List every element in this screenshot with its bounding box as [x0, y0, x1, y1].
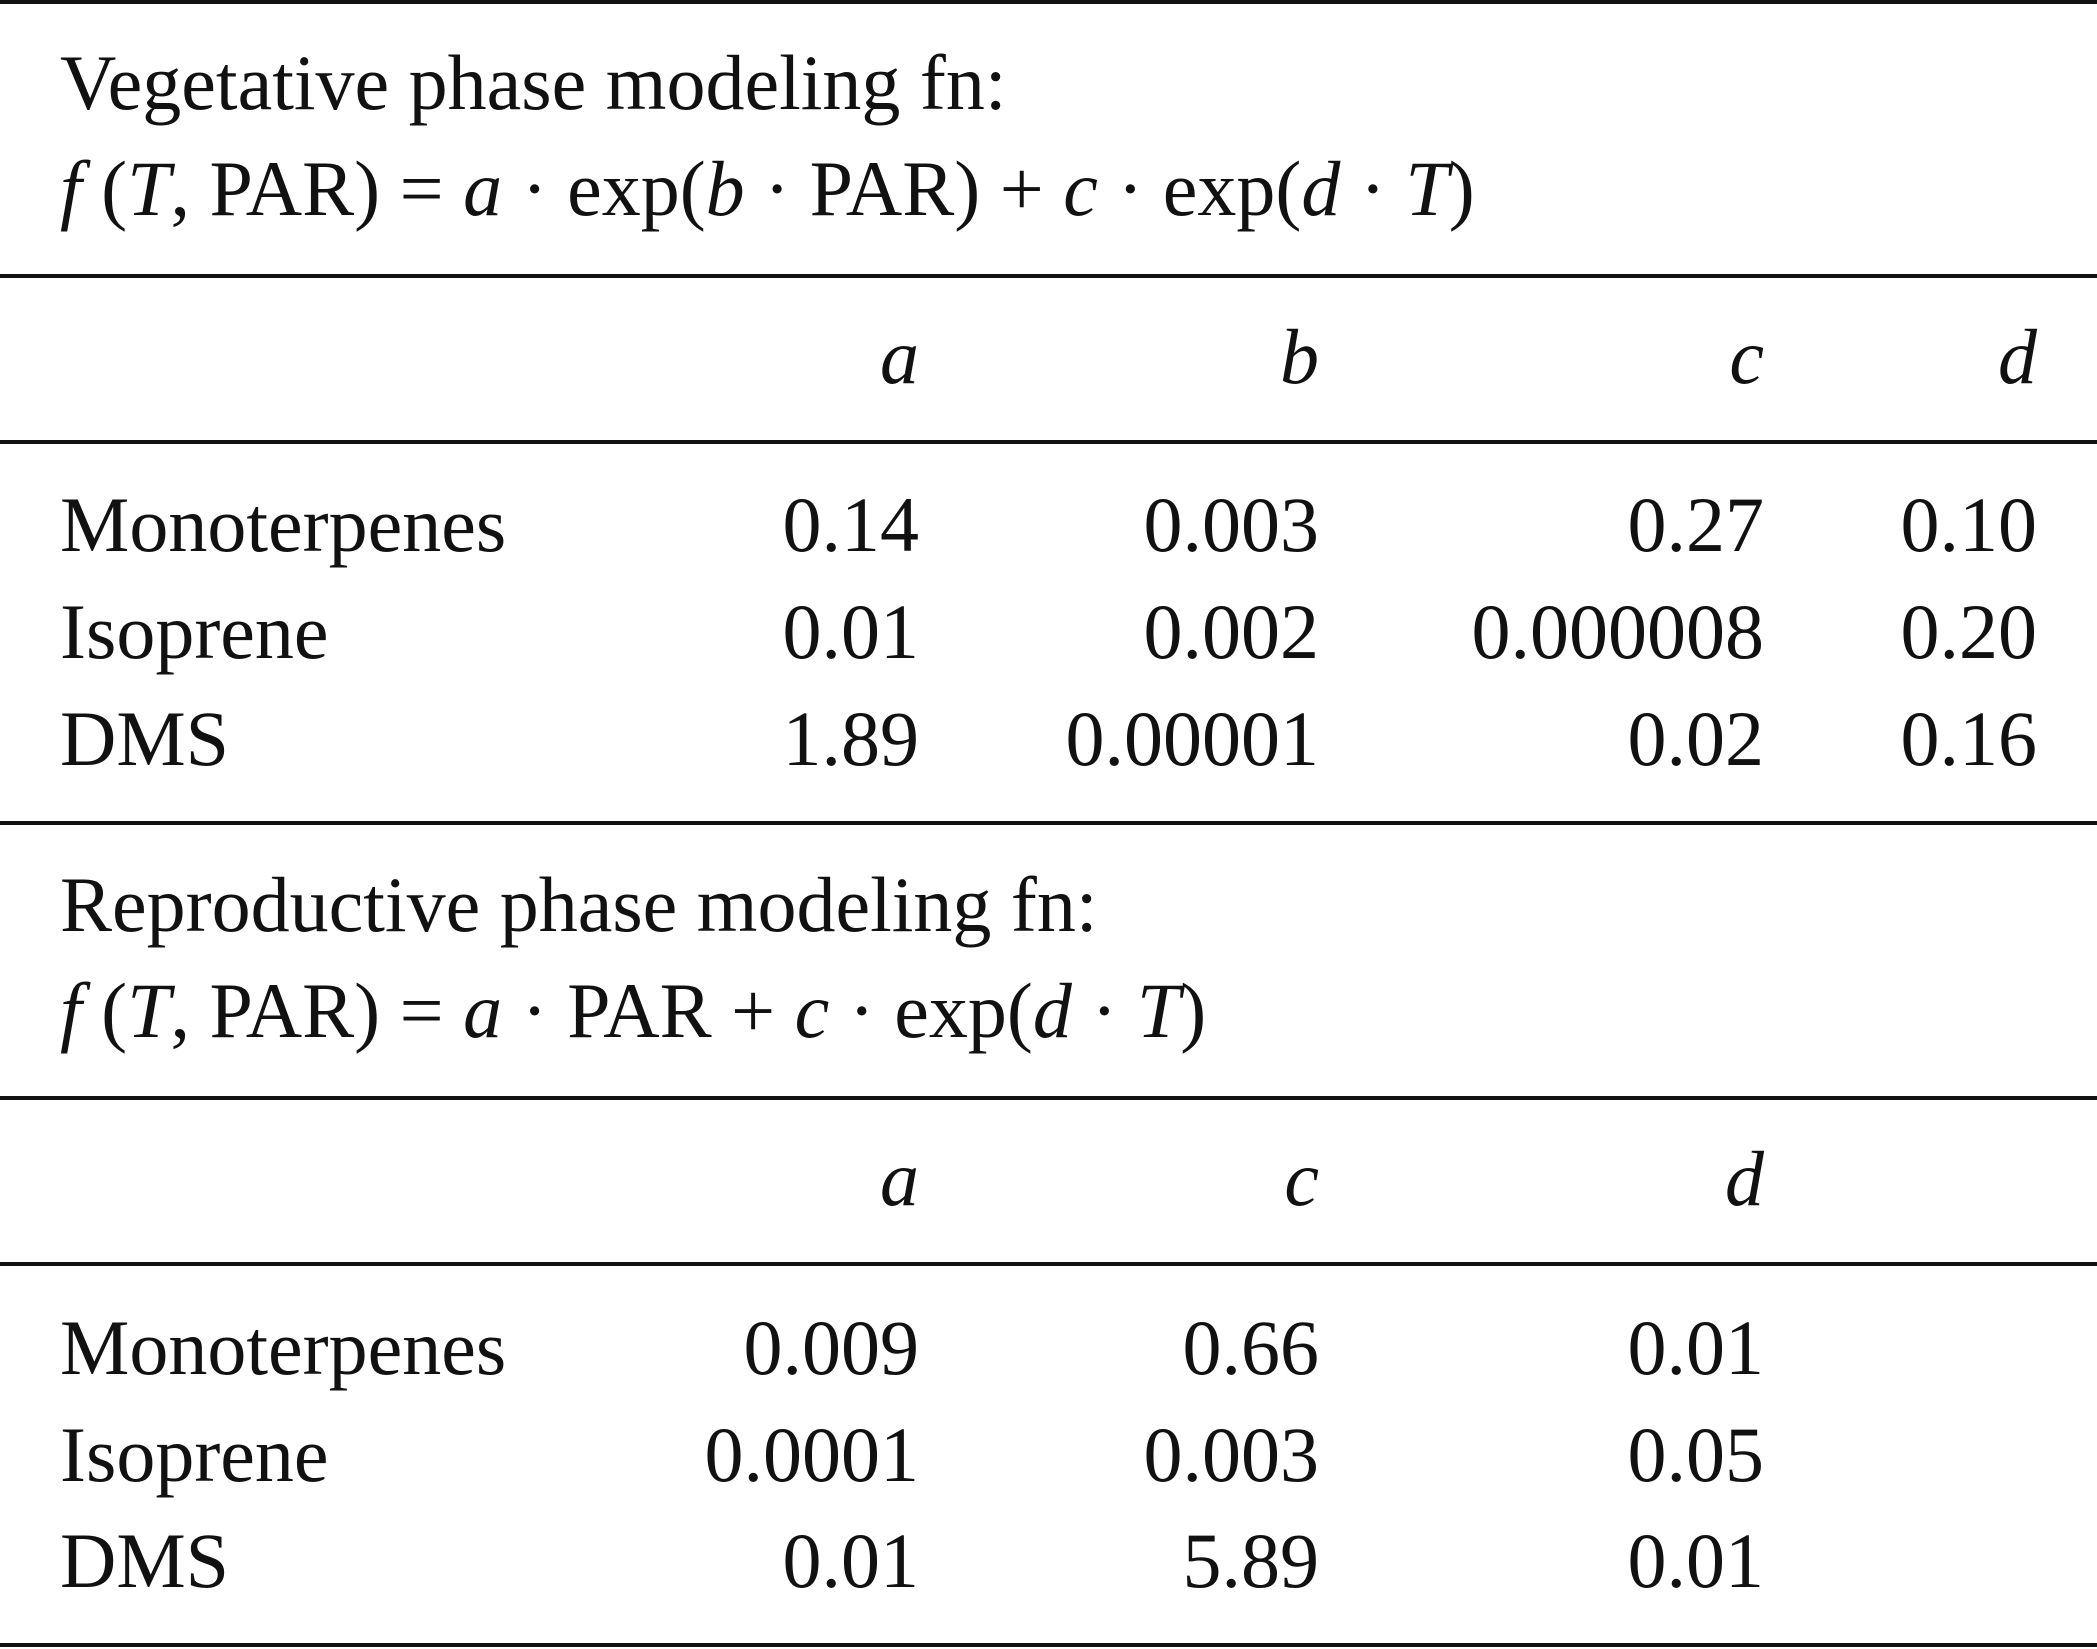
vegetative-equation-rule — [0, 274, 2097, 278]
table-cell: 0.009 — [743, 1304, 919, 1391]
eq-text: · exp( — [829, 967, 1033, 1054]
eq-symbol: T — [1136, 967, 1181, 1054]
eq-symbol: f — [60, 967, 82, 1054]
eq-text: ( — [81, 967, 128, 1054]
eq-symbol: T — [127, 145, 171, 232]
table-cell: 0.01 — [782, 1517, 919, 1604]
eq-symbol: a — [463, 145, 503, 232]
bottom-rule — [0, 1643, 2097, 1647]
table-cell: 0.0001 — [704, 1411, 919, 1498]
table-cell: 0.10 — [1900, 481, 2037, 568]
row-label: Isoprene — [60, 1411, 329, 1498]
table-cell: 0.14 — [782, 481, 919, 568]
table-cell: 0.27 — [1627, 481, 1764, 568]
table-cell: 0.00001 — [1065, 695, 1319, 782]
eq-symbol: c — [1063, 145, 1098, 232]
table-cell: 1.89 — [782, 695, 919, 782]
eq-symbol: T — [127, 967, 171, 1054]
vegetative-header-rule — [0, 440, 2097, 444]
table-cell: 5.89 — [1182, 1517, 1319, 1604]
reproductive-equation-rule — [0, 1096, 2097, 1100]
eq-text: · PAR + — [502, 967, 795, 1054]
eq-text: ) — [1448, 145, 1475, 232]
row-label: Monoterpenes — [60, 481, 507, 568]
table-cell: 0.05 — [1627, 1411, 1764, 1498]
reproductive-equation — [60, 967, 1207, 1054]
table-cell: 0.01 — [782, 588, 919, 675]
vegetative-equation — [60, 145, 1475, 232]
eq-symbol: a — [463, 967, 503, 1054]
header-a: a — [880, 1135, 919, 1222]
eq-text: , PAR) = — [170, 145, 464, 232]
eq-text: ( — [81, 145, 128, 232]
eq-text: · PAR) + — [744, 145, 1064, 232]
header-c: c — [1284, 1135, 1319, 1222]
table-cell: 0.02 — [1627, 695, 1764, 782]
top-rule — [0, 0, 2097, 4]
row-label: DMS — [60, 695, 230, 782]
header-c: c — [1729, 313, 1764, 400]
table-cell: 0.000008 — [1471, 588, 1764, 675]
header-d: d — [1725, 1135, 1764, 1222]
header-a: a — [880, 313, 919, 400]
eq-symbol: T — [1405, 145, 1449, 232]
table-cell: 0.01 — [1627, 1517, 1764, 1604]
eq-symbol: d — [1032, 967, 1072, 1054]
table-cell: 0.16 — [1900, 695, 2037, 782]
table-cell: 0.003 — [1143, 481, 1319, 568]
table-cell: 0.01 — [1627, 1304, 1764, 1391]
table-cell: 0.20 — [1900, 588, 2037, 675]
eq-symbol: d — [1301, 145, 1341, 232]
eq-text: ) — [1180, 967, 1207, 1054]
row-label: Isoprene — [60, 588, 329, 675]
eq-text: · — [1071, 967, 1137, 1054]
section-divider-rule — [0, 821, 2097, 825]
eq-symbol: c — [794, 967, 830, 1054]
eq-text: · — [1340, 145, 1406, 232]
row-label: Monoterpenes — [60, 1304, 507, 1391]
eq-text: · exp( — [1097, 145, 1302, 232]
eq-text: · exp( — [502, 145, 706, 232]
reproductive-title: Reproductive phase modeling fn: — [60, 861, 1098, 948]
eq-symbol: b — [705, 145, 745, 232]
vegetative-title: Vegetative phase modeling fn: — [60, 39, 1007, 126]
table-cell: 0.003 — [1143, 1411, 1319, 1498]
row-label: DMS — [60, 1517, 230, 1604]
reproductive-header-rule — [0, 1262, 2097, 1266]
eq-text: , PAR) = — [170, 967, 464, 1054]
header-b: b — [1280, 313, 1319, 400]
header-d: d — [1998, 313, 2037, 400]
table-cell: 0.002 — [1143, 588, 1319, 675]
table-cell: 0.66 — [1182, 1304, 1319, 1391]
eq-symbol: f — [60, 145, 82, 232]
